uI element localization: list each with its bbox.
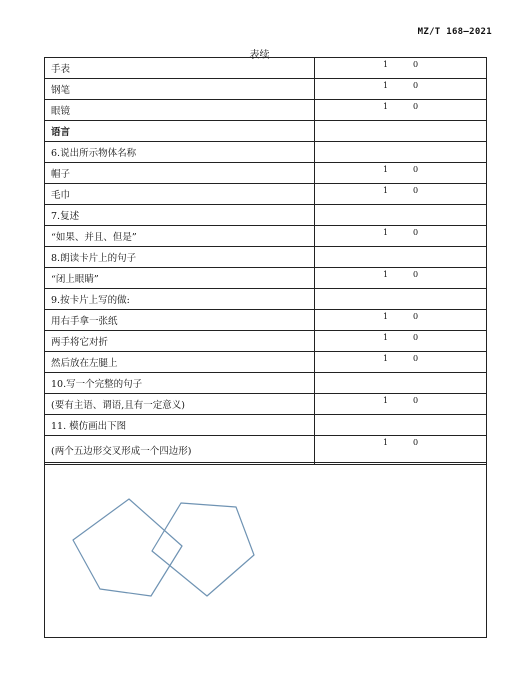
score-cell: [315, 226, 487, 247]
score-cell: [315, 142, 487, 163]
table-row: [45, 331, 487, 352]
score-zero: 0: [413, 81, 419, 90]
item-label: 用右手拿一张纸: [45, 310, 315, 331]
item-label: 6.说出所示物体名称: [45, 142, 315, 163]
section-heading: 语言: [45, 121, 315, 142]
item-label: “如果、并且、但是”: [45, 226, 315, 247]
table-row: [45, 205, 487, 226]
score-one: 1: [383, 438, 389, 447]
score-cell: [315, 163, 487, 184]
item-label: 手表: [45, 58, 315, 79]
score-one: 1: [383, 354, 389, 363]
table-row: [45, 289, 487, 310]
score-zero: 0: [413, 60, 419, 69]
item-label: 9.按卡片上写的做:: [45, 289, 315, 310]
standard-code: MZ/T 168—2021: [417, 27, 492, 37]
item-label: 10.写一个完整的句子: [45, 373, 315, 394]
table-row: [45, 415, 487, 436]
score-one: 1: [383, 228, 389, 237]
item-label: 8.朗读卡片上的句子: [45, 247, 315, 268]
score-cell: [315, 394, 487, 415]
score-cell: [315, 247, 487, 268]
item-label: 两手将它对折: [45, 331, 315, 352]
score-zero: 0: [413, 228, 419, 237]
item-label: 毛巾: [45, 184, 315, 205]
item-label: 然后放在左腿上: [45, 352, 315, 373]
score-cell: [315, 373, 487, 394]
table-row: [45, 142, 487, 163]
table-row: [45, 226, 487, 247]
score-one: 1: [383, 81, 389, 90]
score-zero: 0: [413, 312, 419, 321]
score-cell: [315, 121, 487, 142]
score-cell: [315, 331, 487, 352]
table-caption: 表续: [249, 50, 270, 61]
score-cell: [315, 205, 487, 226]
score-one: 1: [383, 102, 389, 111]
score-cell: [315, 289, 487, 310]
table-row: [45, 163, 487, 184]
score-zero: 0: [413, 438, 419, 447]
score-zero: 0: [413, 186, 419, 195]
score-cell: [315, 100, 487, 121]
score-one: 1: [383, 165, 389, 174]
score-one: 1: [383, 60, 389, 69]
score-cell: [315, 415, 487, 436]
score-cell: [315, 310, 487, 331]
score-one: 1: [383, 333, 389, 342]
item-label: “闭上眼睛”: [45, 268, 315, 289]
table-row: [45, 247, 487, 268]
score-zero: 0: [413, 354, 419, 363]
item-label: 帽子: [45, 163, 315, 184]
item-label: 11. 模仿画出下图: [45, 415, 315, 436]
left-pentagon: [73, 499, 182, 596]
score-cell: [315, 184, 487, 205]
table-row: [45, 100, 487, 121]
score-zero: 0: [413, 102, 419, 111]
section-row: [45, 121, 487, 142]
right-pentagon: [152, 503, 254, 596]
table-row: [45, 436, 487, 465]
table-row: [45, 373, 487, 394]
table-row: [45, 79, 487, 100]
score-zero: 0: [413, 396, 419, 405]
score-zero: 0: [413, 270, 419, 279]
table-row: [45, 184, 487, 205]
score-cell: [315, 268, 487, 289]
score-zero: 0: [413, 165, 419, 174]
table-row: [45, 310, 487, 331]
score-zero: 0: [413, 333, 419, 342]
score-one: 1: [383, 396, 389, 405]
score-cell: [315, 79, 487, 100]
table-row: [45, 352, 487, 373]
assessment-table: [44, 57, 487, 465]
score-cell: [315, 352, 487, 373]
item-label: 7.复述: [45, 205, 315, 226]
score-one: 1: [383, 186, 389, 195]
item-label: (要有主语、谓语,且有一定意义): [45, 394, 315, 415]
table-row: [45, 268, 487, 289]
item-label: 钢笔: [45, 79, 315, 100]
score-one: 1: [383, 312, 389, 321]
item-label: (两个五边形交叉形成一个四边形): [45, 436, 315, 465]
table-row: [45, 58, 487, 79]
score-one: 1: [383, 270, 389, 279]
score-cell: [315, 436, 487, 465]
table-row: [45, 394, 487, 415]
score-cell: [315, 58, 487, 79]
intersecting-pentagons-figure: [45, 463, 486, 637]
drawing-area: [44, 462, 487, 638]
item-label: 眼镜: [45, 100, 315, 121]
